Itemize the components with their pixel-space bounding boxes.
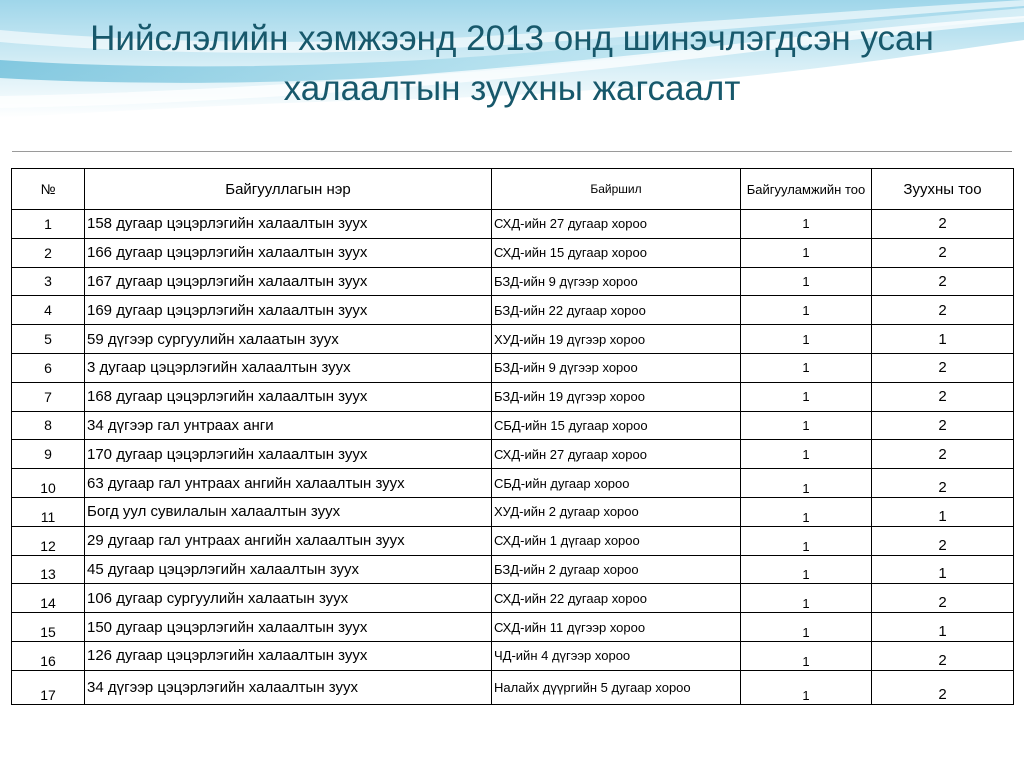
organization-name: 167 дугаар цэцэрлэгийн халаалтын зуух [85, 267, 492, 296]
building-count: 1 [741, 497, 872, 526]
stove-count: 1 [872, 497, 1014, 526]
table-row [12, 584, 1014, 613]
table-row [12, 382, 1014, 411]
row-number: 2 [12, 238, 85, 267]
table-row [12, 267, 1014, 296]
stove-count: 1 [872, 325, 1014, 354]
stove-count: 2 [872, 296, 1014, 325]
location: ЧД-ийн 4 дүгээр хороо [492, 641, 741, 670]
row-number: 16 [12, 641, 85, 670]
header-organization-name: Байгууллагын нэр [85, 169, 492, 210]
organization-name: 59 дүгээр сургуулийн халаатын зуух [85, 325, 492, 354]
organization-name: 169 дугаар цэцэрлэгийн халаалтын зуух [85, 296, 492, 325]
building-count: 1 [741, 238, 872, 267]
location: СХД-ийн 11 дүгээр хороо [492, 613, 741, 642]
row-number: 15 [12, 613, 85, 642]
organization-name: 166 дугаар цэцэрлэгийн халаалтын зуух [85, 238, 492, 267]
table-row [12, 238, 1014, 267]
organization-name: Богд уул сувилалын халаалтын зуух [85, 497, 492, 526]
row-number: 3 [12, 267, 85, 296]
location: БЗД-ийн 9 дүгээр хороо [492, 353, 741, 382]
location: ХУД-ийн 19 дүгээр хороо [492, 325, 741, 354]
header-stove-count: Зуухны тоо [872, 169, 1014, 210]
building-count: 1 [741, 641, 872, 670]
building-count: 1 [741, 613, 872, 642]
location: Налайх дүүргийн 5 дугаар хороо [492, 670, 741, 704]
organization-name: 158 дугаар цэцэрлэгийн халаалтын зуух [85, 210, 492, 239]
row-number: 13 [12, 555, 85, 584]
organization-name: 45 дугаар цэцэрлэгийн халаалтын зуух [85, 555, 492, 584]
divider [12, 151, 1012, 152]
building-count: 1 [741, 555, 872, 584]
location: БЗД-ийн 19 дүгээр хороо [492, 382, 741, 411]
organization-name: 126 дугаар цэцэрлэгийн халаалтын зуух [85, 641, 492, 670]
row-number: 8 [12, 411, 85, 440]
table-row [12, 555, 1014, 584]
table-body [12, 210, 1014, 705]
stove-count: 2 [872, 411, 1014, 440]
stove-list-table [11, 168, 1014, 705]
stove-count: 2 [872, 353, 1014, 382]
row-number: 4 [12, 296, 85, 325]
building-count: 1 [741, 440, 872, 469]
table-row [12, 469, 1014, 498]
location: СХД-ийн 1 дүгаар хороо [492, 526, 741, 555]
header-building-count: Байгууламжийн тоо [741, 169, 872, 210]
table-row [12, 670, 1014, 704]
header-number: № [12, 169, 85, 210]
table-row [12, 440, 1014, 469]
building-count: 1 [741, 411, 872, 440]
row-number: 9 [12, 440, 85, 469]
stove-count: 1 [872, 613, 1014, 642]
stove-count: 2 [872, 584, 1014, 613]
table-row [12, 411, 1014, 440]
row-number: 17 [12, 670, 85, 704]
row-number: 6 [12, 353, 85, 382]
building-count: 1 [741, 584, 872, 613]
building-count: 1 [741, 267, 872, 296]
stove-count: 2 [872, 670, 1014, 704]
stove-count: 2 [872, 440, 1014, 469]
building-count: 1 [741, 210, 872, 239]
organization-name: 168 дугаар цэцэрлэгийн халаалтын зуух [85, 382, 492, 411]
header-location: Байршил [492, 169, 741, 210]
row-number: 10 [12, 469, 85, 498]
building-count: 1 [741, 526, 872, 555]
location: ХУД-ийн 2 дугаар хороо [492, 497, 741, 526]
table-row [12, 296, 1014, 325]
stove-count: 2 [872, 210, 1014, 239]
location: СХД-ийн 15 дугаар хороо [492, 238, 741, 267]
table-header-row [12, 169, 1014, 210]
organization-name: 63 дугаар гал унтраах ангийн халаалтын зуух [85, 469, 492, 498]
table-row [12, 353, 1014, 382]
location: БЗД-ийн 22 дугаар хороо [492, 296, 741, 325]
organization-name: 106 дугаар сургуулийн халаатын зуух [85, 584, 492, 613]
table-row [12, 526, 1014, 555]
building-count: 1 [741, 353, 872, 382]
table-row [12, 210, 1014, 239]
building-count: 1 [741, 382, 872, 411]
location: БЗД-ийн 2 дугаар хороо [492, 555, 741, 584]
location: СХД-ийн 27 дугаар хороо [492, 210, 741, 239]
organization-name: 29 дугаар гал унтраах ангийн халаалтын зуух [85, 526, 492, 555]
stove-count: 2 [872, 469, 1014, 498]
organization-name: 34 дүгээр гал унтраах анги [85, 411, 492, 440]
organization-name: 34 дүгээр цэцэрлэгийн халаалтын зуух [85, 670, 492, 704]
location: БЗД-ийн 9 дүгээр хороо [492, 267, 741, 296]
stove-count: 1 [872, 555, 1014, 584]
location: СХД-ийн 27 дугаар хороо [492, 440, 741, 469]
building-count: 1 [741, 469, 872, 498]
building-count: 1 [741, 325, 872, 354]
location: СХД-ийн 22 дугаар хороо [492, 584, 741, 613]
building-count: 1 [741, 670, 872, 704]
row-number: 12 [12, 526, 85, 555]
table-row [12, 641, 1014, 670]
row-number: 1 [12, 210, 85, 239]
page-title: Нийслэлийн хэмжээнд 2013 онд шинэчлэгдсэн усан халаалтын зуухны жагсаалт [90, 19, 934, 108]
table-row [12, 325, 1014, 354]
table-row [12, 613, 1014, 642]
stove-count: 2 [872, 267, 1014, 296]
stove-count: 2 [872, 238, 1014, 267]
organization-name: 150 дугаар цэцэрлэгийн халаалтын зуух [85, 613, 492, 642]
stove-count: 2 [872, 641, 1014, 670]
row-number: 5 [12, 325, 85, 354]
location: СБД-ийн 15 дугаар хороо [492, 411, 741, 440]
row-number: 14 [12, 584, 85, 613]
row-number: 7 [12, 382, 85, 411]
stove-count: 2 [872, 526, 1014, 555]
location: СБД-ийн дугаар хороо [492, 469, 741, 498]
organization-name: 170 дугаар цэцэрлэгийн халаалтын зуух [85, 440, 492, 469]
stove-count: 2 [872, 382, 1014, 411]
building-count: 1 [741, 296, 872, 325]
table-row [12, 497, 1014, 526]
row-number: 11 [12, 497, 85, 526]
organization-name: 3 дугаар цэцэрлэгийн халаалтын зуух [85, 353, 492, 382]
